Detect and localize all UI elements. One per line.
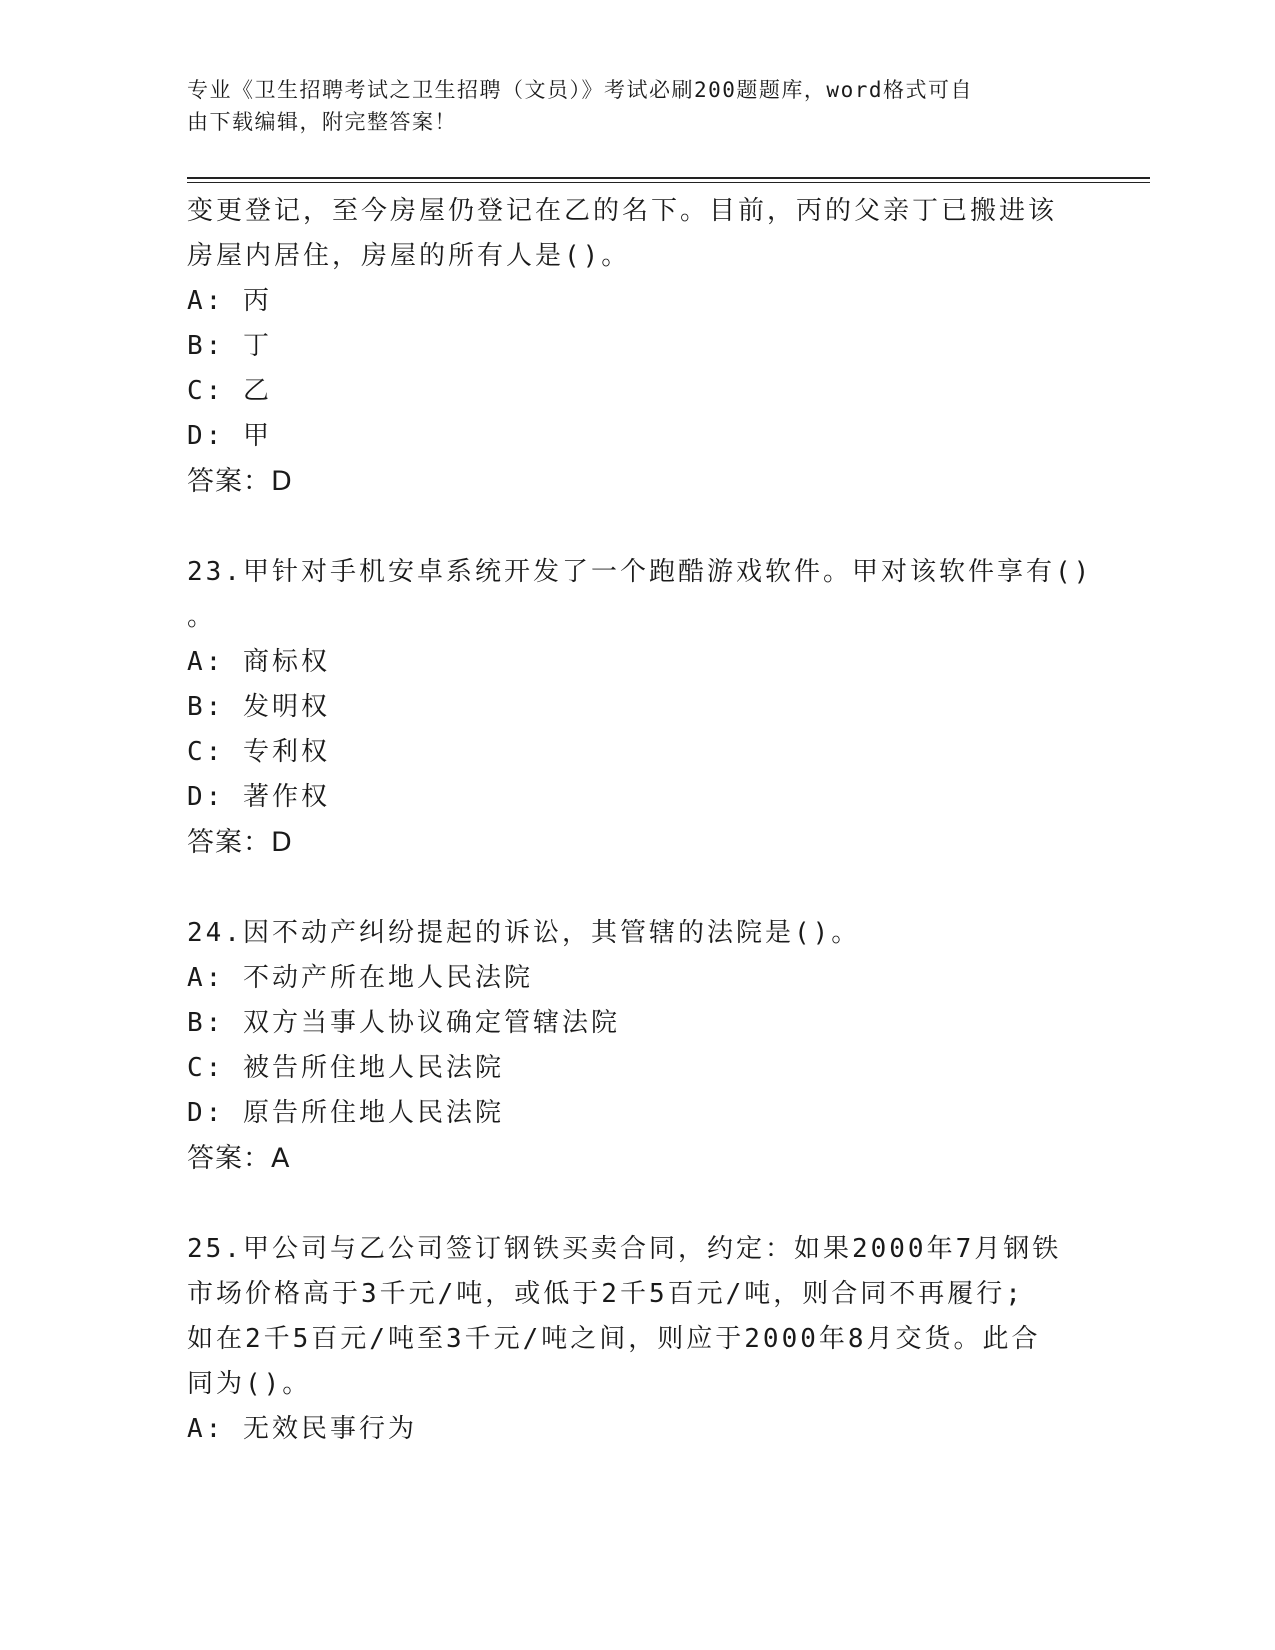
header-divider-thin [187,182,1150,183]
question-text-line: 23.甲针对手机安卓系统开发了一个跑酷游戏软件。甲对该软件享有() [187,557,1093,587]
option-a: A: 不动产所在地人民法院 [187,963,533,993]
question-text-line: 。 [187,602,217,632]
answer-line: 答案：D [187,827,293,858]
question-text-line: 同为()。 [187,1369,312,1399]
question-text-line: 房屋内居住，房屋的所有人是()。 [187,241,631,271]
option-d: D: 甲 [187,421,272,451]
question-text-line: 如在2千5百元/吨至3千元/吨之间，则应于2000年8月交货。此合 [187,1324,1041,1354]
option-b: B: 丁 [187,331,272,361]
option-c: C: 专利权 [187,737,330,767]
question-block-23 [187,550,1093,865]
spacer [187,504,1087,550]
question-text-line: 变更登记，至今房屋仍登记在乙的名下。目前，丙的父亲丁已搬进该 [187,196,1058,226]
question-text-line: 市场价格高于3千元/吨，或低于2千5百元/吨，则合同不再履行; [187,1279,1024,1309]
header-divider-thick [187,177,1150,179]
option-c: C: 被告所住地人民法院 [187,1053,504,1083]
option-b: B: 双方当事人协议确定管辖法院 [187,1008,620,1038]
header-title-line-2: 由下载编辑，附完整答案！ [187,110,457,134]
option-d: D: 著作权 [187,782,330,812]
answer-line: 答案：A [187,1143,291,1174]
option-c: C: 乙 [187,376,272,406]
spacer [187,1181,1087,1227]
question-text-line: 24.因不动产纠纷提起的诉讼，其管辖的法院是()。 [187,918,861,948]
option-a: A: 无效民事行为 [187,1414,417,1444]
question-block-continued [187,189,1087,504]
option-d: D: 原告所住地人民法院 [187,1098,504,1128]
option-a: A: 商标权 [187,647,330,677]
question-content [187,189,1093,1452]
option-b: B: 发明权 [187,692,330,722]
question-block-24 [187,911,1087,1181]
question-text-line: 25.甲公司与乙公司签订钢铁买卖合同，约定：如果2000年7月钢铁 [187,1234,1062,1264]
header-title-line-1: 专业《卫生招聘考试之卫生招聘（文员）》考试必刷200题题库，word格式可自 [187,78,973,102]
option-a: A: 丙 [187,286,272,316]
question-block-25 [187,1227,1087,1452]
spacer [187,865,1087,911]
document-header [187,74,1067,138]
answer-line: 答案：D [187,466,293,497]
